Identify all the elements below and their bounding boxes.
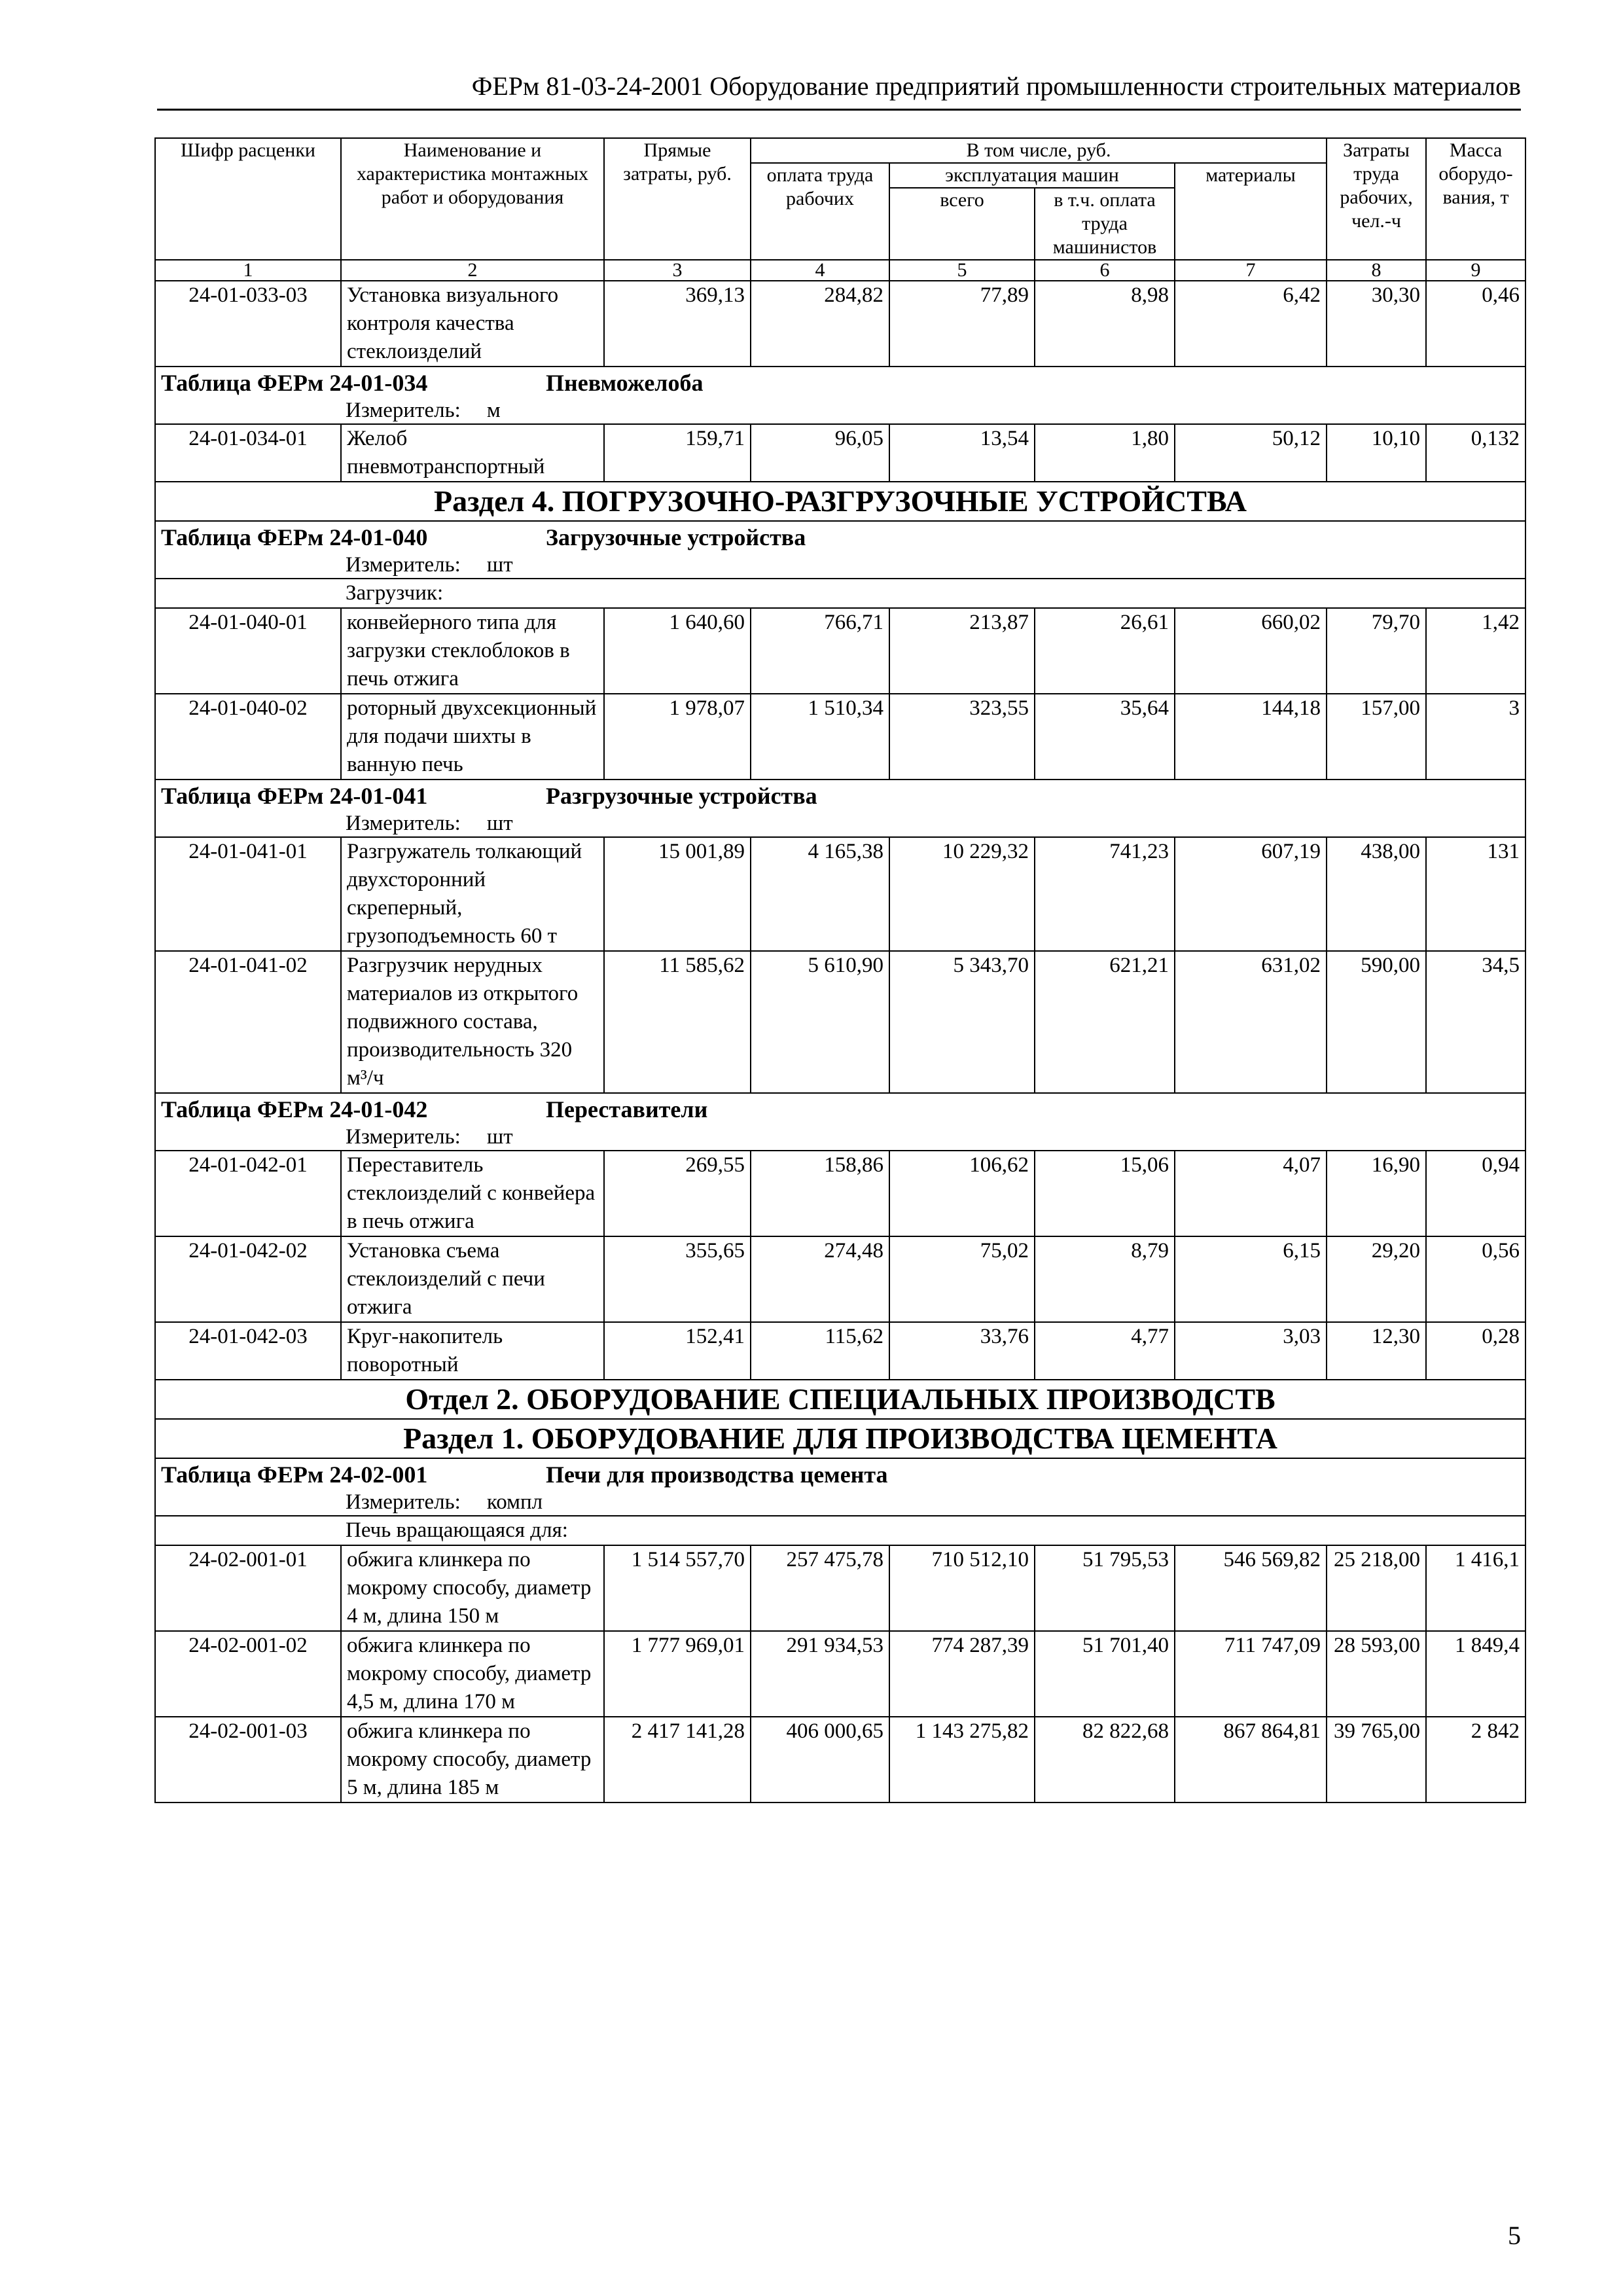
labor-hours: 16,90 (1327, 1151, 1426, 1236)
work-name: Переставитель стеклоизделий с конвейера в печь отжига (341, 1151, 604, 1236)
table-title: Разгрузочные устройства (546, 783, 817, 809)
table-row (155, 281, 1525, 367)
direct-cost: 11 585,62 (604, 951, 751, 1093)
direct-cost: 152,41 (604, 1322, 751, 1380)
rate-code: 24-01-033-03 (155, 281, 341, 367)
work-name: Разгрузчик нерудных материалов из открытого подвижного состава, производительность 320 м³/ч (341, 951, 604, 1093)
table-label: Таблица ФЕРм 24-01-034 (161, 370, 428, 396)
equipment-mass: 3 (1426, 694, 1525, 780)
col-number: 8 (1327, 260, 1426, 281)
measure-value: компл (486, 1490, 543, 1514)
wages-cost: 158,86 (751, 1151, 889, 1236)
machine-wages-cost: 4,77 (1035, 1322, 1175, 1380)
equipment-mass: 0,46 (1426, 281, 1525, 367)
labor-hours: 10,10 (1327, 424, 1426, 482)
measure-label: Измеритель: (346, 1125, 461, 1149)
machine-total-cost: 323,55 (889, 694, 1035, 780)
materials-cost: 546 569,82 (1175, 1545, 1327, 1631)
materials-cost: 50,12 (1175, 424, 1327, 482)
table-row (155, 1717, 1525, 1803)
materials-cost: 144,18 (1175, 694, 1327, 780)
table-heading (155, 1458, 1525, 1516)
table-row (155, 837, 1525, 951)
rate-code: 24-01-042-03 (155, 1322, 341, 1380)
col-number: 1 (155, 260, 341, 281)
materials-cost: 867 864,81 (1175, 1717, 1327, 1803)
wages-cost: 257 475,78 (751, 1545, 889, 1631)
rate-code: 24-01-042-01 (155, 1151, 341, 1236)
machine-wages-cost: 741,23 (1035, 837, 1175, 951)
wages-cost: 406 000,65 (751, 1717, 889, 1803)
col-number: 4 (751, 260, 889, 281)
table-row (155, 1545, 1525, 1631)
measure-unit (161, 552, 1520, 578)
section-heading: Раздел 1. ОБОРУДОВАНИЕ ДЛЯ ПРОИЗВОДСТВА ЦЕМЕНТА (155, 1419, 1525, 1458)
table-row (155, 1236, 1525, 1322)
table-row (155, 1151, 1525, 1236)
col-number: 2 (341, 260, 604, 281)
rate-code: 24-02-001-03 (155, 1717, 341, 1803)
table-label: Таблица ФЕРм 24-01-040 (161, 524, 428, 550)
equipment-mass: 1 849,4 (1426, 1631, 1525, 1717)
table-title: Загрузочные устройства (546, 524, 806, 550)
document-header-title: ФЕРм 81-03-24-2001 Оборудование предприятий промышленности строительных материалов (471, 71, 1521, 101)
wages-cost: 96,05 (751, 424, 889, 482)
col-header-labor: Затраты труда рабочих, чел.-ч (1327, 138, 1426, 260)
materials-cost: 631,02 (1175, 951, 1327, 1093)
materials-cost: 607,19 (1175, 837, 1327, 951)
table-title: Печи для производства цемента (546, 1462, 888, 1488)
labor-hours: 25 218,00 (1327, 1545, 1426, 1631)
table-heading (155, 1093, 1525, 1151)
work-name: обжига клинкера по мокрому способу, диаметр 4,5 м, длина 170 м (341, 1631, 604, 1717)
col-header-wages: оплата труда рабочих (751, 163, 889, 260)
direct-cost: 15 001,89 (604, 837, 751, 951)
price-table (154, 137, 1526, 1803)
col-header-machine: эксплуатация машин (889, 163, 1175, 188)
materials-cost: 3,03 (1175, 1322, 1327, 1380)
equipment-mass: 1 416,1 (1426, 1545, 1525, 1631)
labor-hours: 30,30 (1327, 281, 1426, 367)
direct-cost: 269,55 (604, 1151, 751, 1236)
col-header-machine-wages: в т.ч. оплата труда машинистов (1035, 188, 1175, 260)
labor-hours: 28 593,00 (1327, 1631, 1426, 1717)
table-heading (155, 521, 1525, 579)
direct-cost: 1 514 557,70 (604, 1545, 751, 1631)
equipment-mass: 0,132 (1426, 424, 1525, 482)
section-heading: Раздел 4. ПОГРУЗОЧНО-РАЗГРУЗОЧНЫЕ УСТРОЙСТВА (155, 482, 1525, 521)
work-name: роторный двухсекционный для подачи шихты в ванную печь (341, 694, 604, 780)
labor-hours: 590,00 (1327, 951, 1426, 1093)
measure-unit (161, 810, 1520, 836)
equipment-mass: 0,56 (1426, 1236, 1525, 1322)
machine-wages-cost: 26,61 (1035, 608, 1175, 694)
work-name: Установка визуального контроля качества стеклоизделий (341, 281, 604, 367)
col-number: 6 (1035, 260, 1175, 281)
col-header-direct: Прямые затраты, руб. (604, 138, 751, 260)
machine-total-cost: 1 143 275,82 (889, 1717, 1035, 1803)
measure-value: шт (486, 1125, 513, 1149)
rate-code: 24-01-040-01 (155, 608, 341, 694)
table-row (155, 424, 1525, 482)
table-title: Переставители (546, 1096, 708, 1122)
table-label: Таблица ФЕРм 24-02-001 (161, 1462, 428, 1488)
labor-hours: 157,00 (1327, 694, 1426, 780)
page-number: 5 (1508, 2221, 1521, 2250)
wages-cost: 5 610,90 (751, 951, 889, 1093)
col-number: 7 (1175, 260, 1327, 281)
header-rule (157, 109, 1521, 111)
col-header-machine-total: всего (889, 188, 1035, 260)
measure-unit (161, 397, 1520, 423)
labor-hours: 29,20 (1327, 1236, 1426, 1322)
machine-wages-cost: 8,98 (1035, 281, 1175, 367)
work-name: Желоб пневмотранспортный (341, 424, 604, 482)
rate-code: 24-01-042-02 (155, 1236, 341, 1322)
measure-unit (161, 1124, 1520, 1150)
measure-label: Измеритель: (346, 1490, 461, 1514)
machine-total-cost: 213,87 (889, 608, 1035, 694)
work-name: Разгружатель толкающий двухсторонний скреперный, грузоподъемность 60 т (341, 837, 604, 951)
table-label: Таблица ФЕРм 24-01-042 (161, 1096, 428, 1122)
measure-label: Измеритель: (346, 399, 461, 422)
machine-wages-cost: 8,79 (1035, 1236, 1175, 1322)
wages-cost: 274,48 (751, 1236, 889, 1322)
direct-cost: 355,65 (604, 1236, 751, 1322)
machine-wages-cost: 51 795,53 (1035, 1545, 1175, 1631)
table-title: Пневможелоба (546, 370, 704, 396)
direct-cost: 159,71 (604, 424, 751, 482)
col-header-name: Наименование и характеристика монтажных работ и оборудования (341, 138, 604, 260)
table-row (155, 1322, 1525, 1380)
col-header-code: Шифр расценки (155, 138, 341, 260)
table-row (155, 951, 1525, 1093)
machine-total-cost: 10 229,32 (889, 837, 1035, 951)
equipment-mass: 131 (1426, 837, 1525, 951)
col-header-incl: В том числе, руб. (751, 138, 1327, 163)
rate-code: 24-01-041-01 (155, 837, 341, 951)
table-row (155, 608, 1525, 694)
measure-label: Измеритель: (346, 812, 461, 835)
direct-cost: 1 640,60 (604, 608, 751, 694)
col-header-mass: Масса оборудо-вания, т (1426, 138, 1525, 260)
wages-cost: 284,82 (751, 281, 889, 367)
labor-hours: 79,70 (1327, 608, 1426, 694)
wages-cost: 4 165,38 (751, 837, 889, 951)
measure-value: шт (486, 553, 513, 577)
table-row (155, 1631, 1525, 1717)
machine-total-cost: 13,54 (889, 424, 1035, 482)
machine-total-cost: 774 287,39 (889, 1631, 1035, 1717)
equipment-mass: 0,28 (1426, 1322, 1525, 1380)
rate-code: 24-02-001-02 (155, 1631, 341, 1717)
materials-cost: 6,15 (1175, 1236, 1327, 1322)
machine-wages-cost: 82 822,68 (1035, 1717, 1175, 1803)
direct-cost: 2 417 141,28 (604, 1717, 751, 1803)
col-number: 9 (1426, 260, 1525, 281)
equipment-mass: 2 842 (1426, 1717, 1525, 1803)
equipment-mass: 1,42 (1426, 608, 1525, 694)
machine-total-cost: 710 512,10 (889, 1545, 1035, 1631)
measure-unit (161, 1489, 1520, 1515)
col-number: 5 (889, 260, 1035, 281)
table-heading (155, 367, 1525, 424)
machine-wages-cost: 621,21 (1035, 951, 1175, 1093)
measure-label: Измеритель: (346, 553, 461, 577)
rate-code: 24-02-001-01 (155, 1545, 341, 1631)
machine-wages-cost: 51 701,40 (1035, 1631, 1175, 1717)
work-name: Установка съема стеклоизделий с печи отжига (341, 1236, 604, 1322)
machine-total-cost: 5 343,70 (889, 951, 1035, 1093)
wages-cost: 291 934,53 (751, 1631, 889, 1717)
work-name: обжига клинкера по мокрому способу, диаметр 5 м, длина 185 м (341, 1717, 604, 1803)
machine-total-cost: 33,76 (889, 1322, 1035, 1380)
machine-total-cost: 75,02 (889, 1236, 1035, 1322)
wages-cost: 766,71 (751, 608, 889, 694)
rate-code: 24-01-040-02 (155, 694, 341, 780)
measure-value: м (486, 399, 501, 422)
labor-hours: 438,00 (1327, 837, 1426, 951)
measure-value: шт (486, 812, 513, 835)
equipment-mass: 0,94 (1426, 1151, 1525, 1236)
group-heading: Загрузчик: (155, 579, 1525, 608)
labor-hours: 39 765,00 (1327, 1717, 1426, 1803)
group-heading: Печь вращающаяся для: (155, 1516, 1525, 1545)
materials-cost: 660,02 (1175, 608, 1327, 694)
work-name: конвейерного типа для загрузки стеклоблоков в печь отжига (341, 608, 604, 694)
wages-cost: 1 510,34 (751, 694, 889, 780)
machine-wages-cost: 35,64 (1035, 694, 1175, 780)
table-heading (155, 780, 1525, 837)
work-name: обжига клинкера по мокрому способу, диаметр 4 м, длина 150 м (341, 1545, 604, 1631)
direct-cost: 1 777 969,01 (604, 1631, 751, 1717)
machine-total-cost: 77,89 (889, 281, 1035, 367)
labor-hours: 12,30 (1327, 1322, 1426, 1380)
materials-cost: 6,42 (1175, 281, 1327, 367)
rate-code: 24-01-034-01 (155, 424, 341, 482)
wages-cost: 115,62 (751, 1322, 889, 1380)
materials-cost: 4,07 (1175, 1151, 1327, 1236)
materials-cost: 711 747,09 (1175, 1631, 1327, 1717)
machine-wages-cost: 15,06 (1035, 1151, 1175, 1236)
direct-cost: 369,13 (604, 281, 751, 367)
col-number: 3 (604, 260, 751, 281)
equipment-mass: 34,5 (1426, 951, 1525, 1093)
work-name: Круг-накопитель поворотный (341, 1322, 604, 1380)
department-heading: Отдел 2. ОБОРУДОВАНИЕ СПЕЦИАЛЬНЫХ ПРОИЗВОДСТВ (155, 1380, 1525, 1419)
rate-code: 24-01-041-02 (155, 951, 341, 1093)
direct-cost: 1 978,07 (604, 694, 751, 780)
col-header-materials: материалы (1175, 163, 1327, 260)
machine-wages-cost: 1,80 (1035, 424, 1175, 482)
table-row (155, 694, 1525, 780)
table-label: Таблица ФЕРм 24-01-041 (161, 783, 428, 809)
machine-total-cost: 106,62 (889, 1151, 1035, 1236)
